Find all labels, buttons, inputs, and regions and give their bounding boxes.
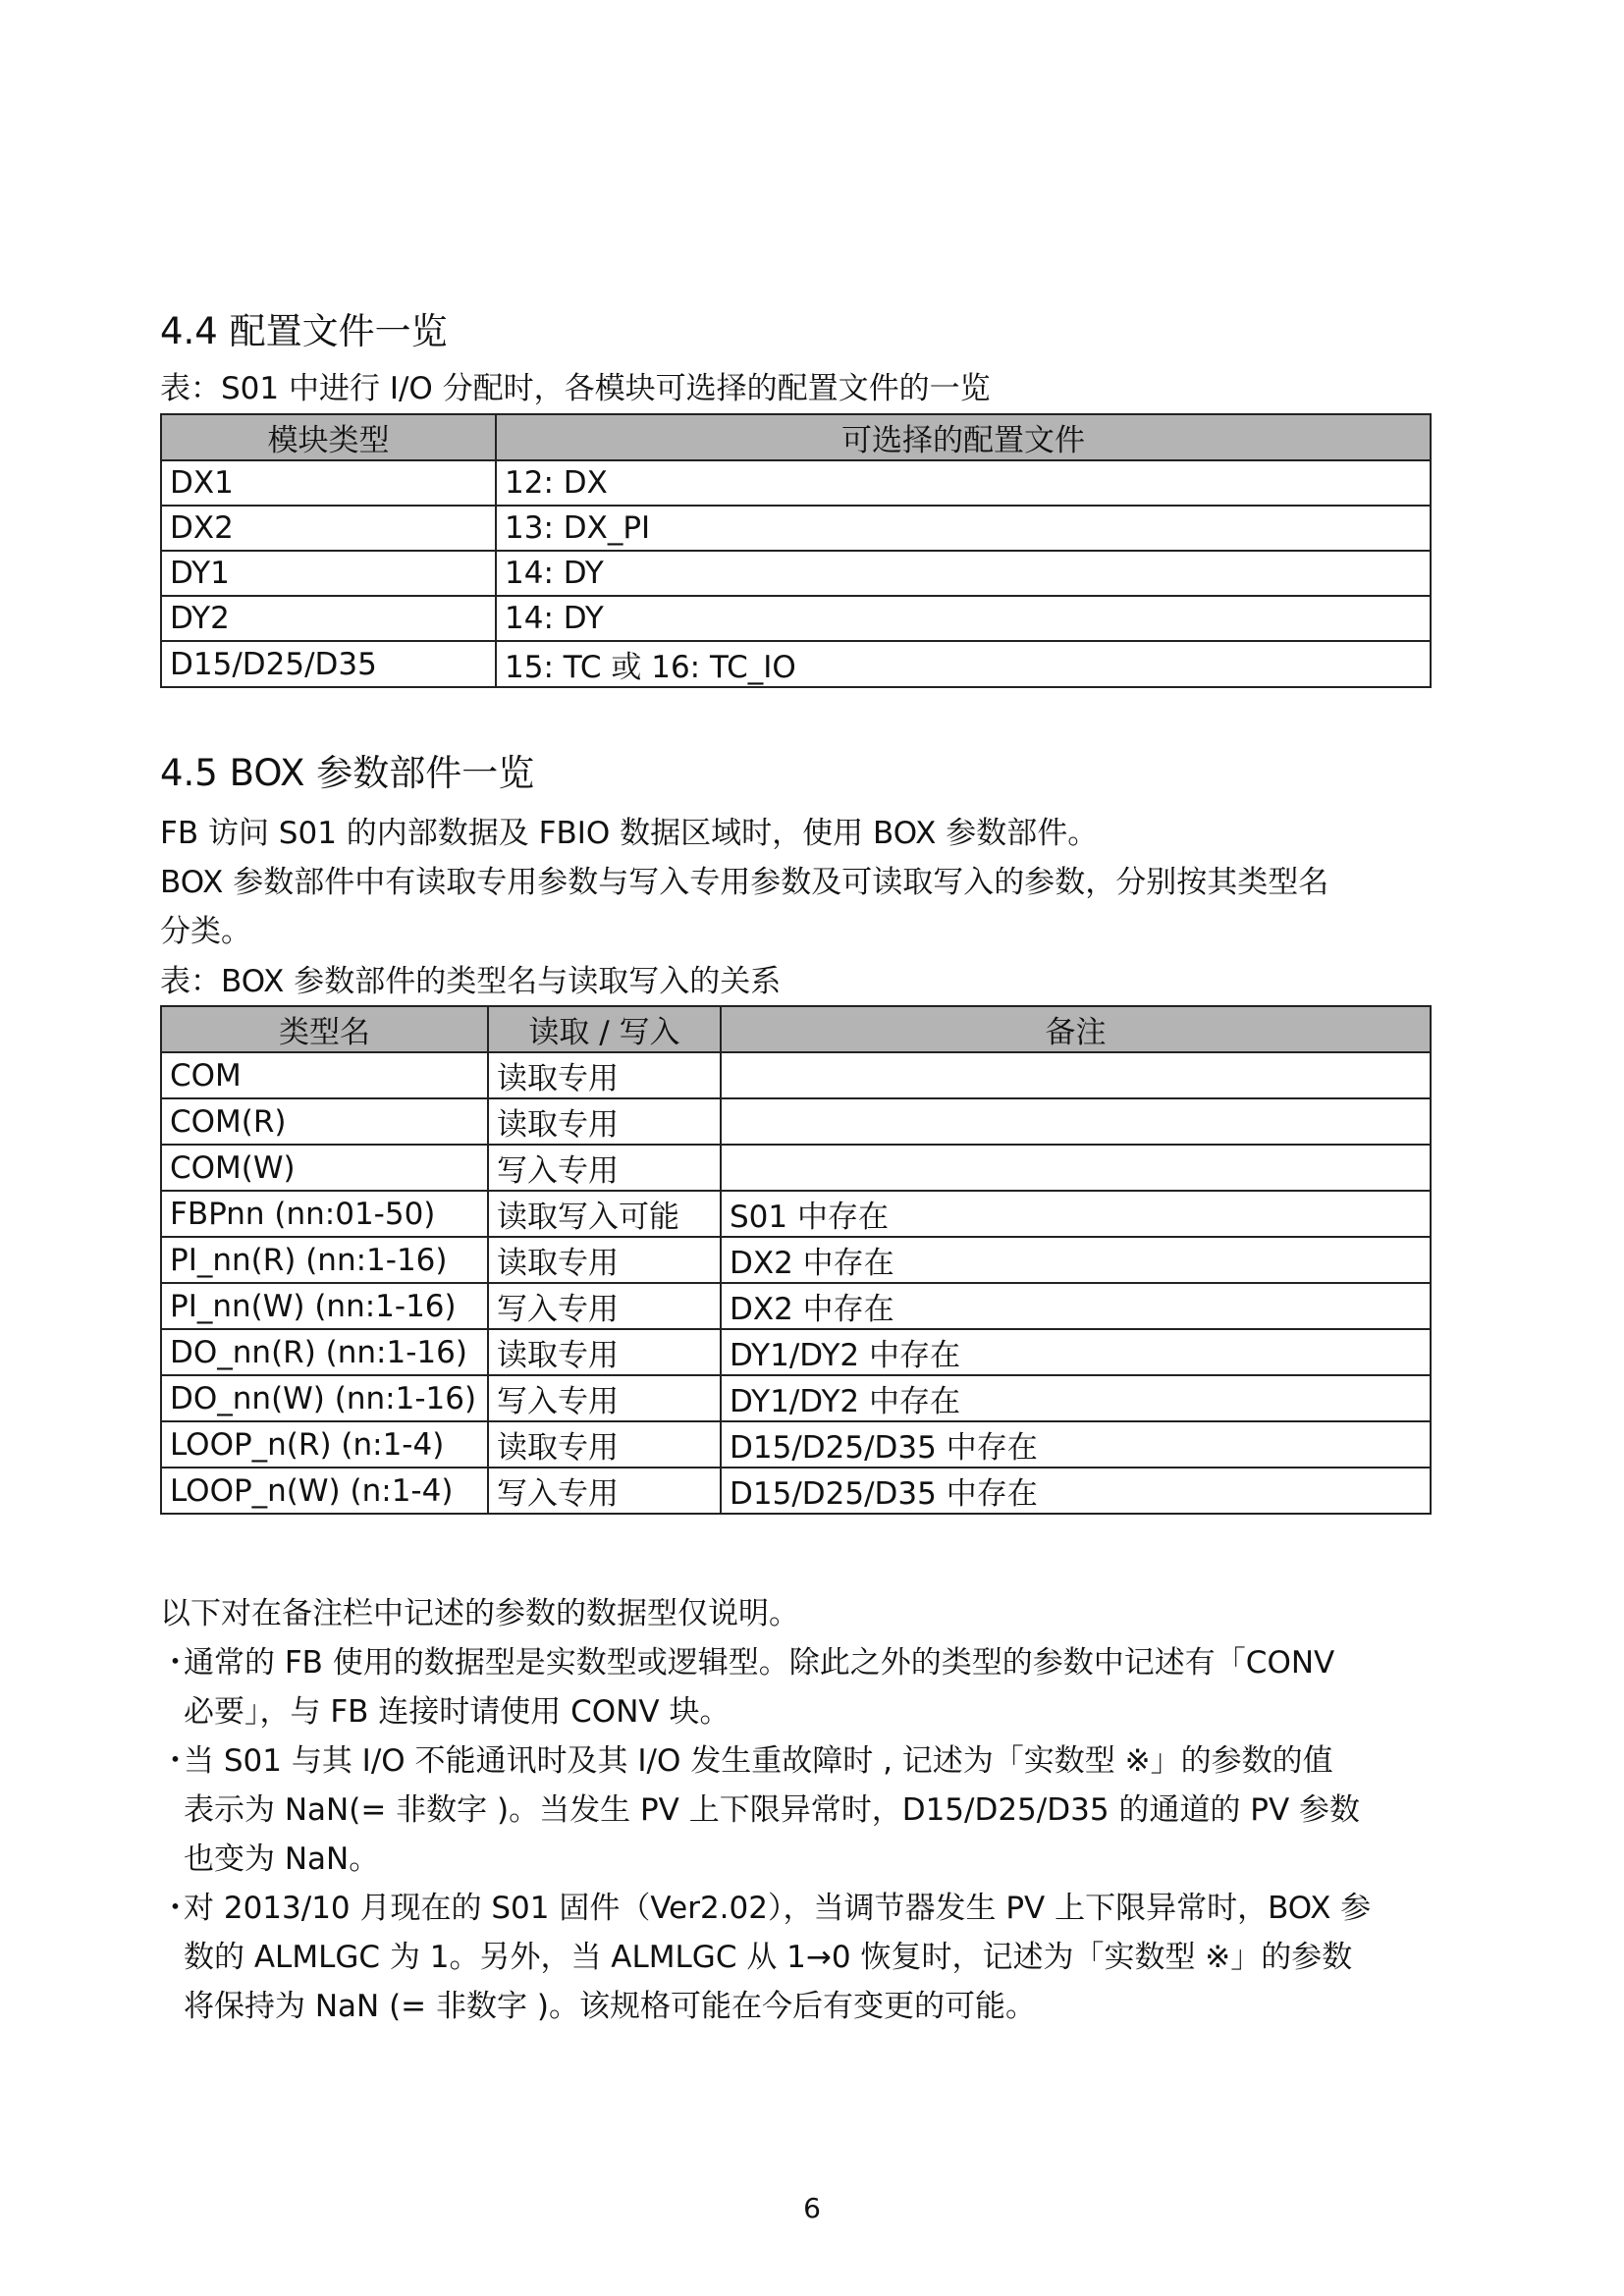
table-cell: 写入专用: [488, 1468, 721, 1514]
table-cell: 读取专用: [488, 1329, 721, 1375]
table-cell: 读取专用: [488, 1098, 721, 1145]
section-4-5-heading: 4.5 BOX 参数部件一览: [160, 752, 535, 794]
table-cell: DY1/DY2 中存在: [721, 1375, 1431, 1421]
bullet-line: 当 S01 与其 I/O 不能通讯时及其 I/O 发生重故障时 , 记述为「实数型 ※」的参数的值: [184, 1743, 1333, 1779]
table-cell: 13: DX_PI: [496, 506, 1431, 551]
table-cell: [721, 1098, 1431, 1145]
bullet-line: 对 2013/10 月现在的 S01 固件（Ver2.02），当调节器发生 PV 上下限异常时，BOX 参: [184, 1891, 1372, 1926]
table-cell: 写入专用: [488, 1283, 721, 1329]
paragraph-line: 分类。: [160, 914, 251, 949]
table-cell: LOOP_n(W) (n:1-4): [161, 1468, 488, 1514]
bullet-line: 也变为 NaN。: [184, 1842, 380, 1877]
notes-intro: [160, 1589, 1430, 1638]
table-cell: PI_nn(W) (nn:1-16): [161, 1283, 488, 1329]
table-row: [161, 1468, 1431, 1514]
table-cell: 读取专用: [488, 1421, 721, 1468]
column-header: 备注: [721, 1006, 1431, 1052]
table-row: [161, 1375, 1431, 1421]
note-bullet-1: [160, 1638, 1430, 1736]
table-cell: D15/D25/D35: [161, 641, 496, 687]
table-row: [161, 551, 1431, 596]
table-row: [161, 1329, 1431, 1375]
section-4-4-heading: 4.4 配置文件一览: [160, 310, 448, 352]
table-row: [161, 1052, 1431, 1098]
table-cell: DO_nn(W) (nn:1-16): [161, 1375, 488, 1421]
table-row: [161, 1237, 1431, 1283]
table-cell: 写入专用: [488, 1145, 721, 1191]
box-parameter-table: [160, 1005, 1432, 1515]
bullet-line: 将保持为 NaN (= 非数字 )。该规格可能在今后有变更的可能。: [184, 1989, 1036, 2024]
bullet-line: 必要」，与 FB 连接时请使用 CONV 块。: [184, 1694, 731, 1730]
table-cell: DX2 中存在: [721, 1283, 1431, 1329]
table-row: [161, 596, 1431, 641]
table-cell: 15: TC 或 16: TC_IO: [496, 641, 1431, 687]
table-cell: [721, 1145, 1431, 1191]
table-cell: 14: DY: [496, 596, 1431, 641]
table-cell: 14: DY: [496, 551, 1431, 596]
bullet-line: 数的 ALMLGC 为 1。另外，当 ALMLGC 从 1→0 恢复时，记述为「实数型 ※」的参数: [184, 1940, 1353, 1975]
column-header: 模块类型: [161, 414, 496, 460]
column-header: 读取 / 写入: [488, 1006, 721, 1052]
table-row: [161, 1191, 1431, 1237]
page-number: 6: [803, 2192, 821, 2224]
bullet-mark: ・: [160, 1743, 190, 1779]
paragraph-line: FB 访问 S01 的内部数据及 FBIO 数据区域时，使用 BOX 参数部件。: [160, 816, 1099, 851]
table-cell: COM(R): [161, 1098, 488, 1145]
table-cell: [721, 1052, 1431, 1098]
table-header-row: [161, 1006, 1431, 1052]
table-row: [161, 1145, 1431, 1191]
bullet-mark: ・: [160, 1891, 190, 1926]
table-cell: DX1: [161, 460, 496, 506]
table-row: [161, 460, 1431, 506]
table-cell: 读取写入可能: [488, 1191, 721, 1237]
section-4-5-intro: [160, 809, 1430, 956]
note-bullet-3: [160, 1884, 1430, 2031]
note-bullet-2: [160, 1736, 1430, 1884]
column-header: 类型名: [161, 1006, 488, 1052]
table-cell: 12: DX: [496, 460, 1431, 506]
table-cell: D15/D25/D35 中存在: [721, 1421, 1431, 1468]
table-row: [161, 1098, 1431, 1145]
table-cell: DO_nn(R) (nn:1-16): [161, 1329, 488, 1375]
table-row: [161, 506, 1431, 551]
table-header-row: [161, 414, 1431, 460]
bullet-line: 表示为 NaN(= 非数字 )。当发生 PV 上下限异常时，D15/D25/D35 的通道的 PV 参数: [184, 1792, 1361, 1828]
table-cell: DY1/DY2 中存在: [721, 1329, 1431, 1375]
table-cell: FBPnn (nn:01-50): [161, 1191, 488, 1237]
table-cell: S01 中存在: [721, 1191, 1431, 1237]
bullet-mark: ・: [160, 1645, 190, 1681]
table-cell: 读取专用: [488, 1052, 721, 1098]
table-row: [161, 1283, 1431, 1329]
table-row: [161, 641, 1431, 687]
column-header: 可选择的配置文件: [496, 414, 1431, 460]
table-cell: LOOP_n(R) (n:1-4): [161, 1421, 488, 1468]
paragraph-line: BOX 参数部件中有读取专用参数与写入专用参数及可读取写入的参数，分别按其类型名: [160, 865, 1329, 900]
table-cell: DY1: [161, 551, 496, 596]
table-cell: COM: [161, 1052, 488, 1098]
table-cell: DX2: [161, 506, 496, 551]
table-cell: 写入专用: [488, 1375, 721, 1421]
profile-table-caption: 表：S01 中进行 I/O 分配时，各模块可选择的配置文件的一览: [160, 371, 991, 406]
table-cell: PI_nn(R) (nn:1-16): [161, 1237, 488, 1283]
box-table-caption: 表：BOX 参数部件的类型名与读取写入的关系: [160, 964, 782, 999]
table-cell: D15/D25/D35 中存在: [721, 1468, 1431, 1514]
table-cell: 读取专用: [488, 1237, 721, 1283]
bullet-line: 通常的 FB 使用的数据型是实数型或逻辑型。除此之外的类型的参数中记述有「CONV: [184, 1645, 1335, 1681]
paragraph-line: 以下对在备注栏中记述的参数的数据型仅说明。: [160, 1596, 799, 1631]
profile-table: [160, 413, 1432, 688]
table-cell: DY2: [161, 596, 496, 641]
table-cell: DX2 中存在: [721, 1237, 1431, 1283]
table-cell: COM(W): [161, 1145, 488, 1191]
table-row: [161, 1421, 1431, 1468]
